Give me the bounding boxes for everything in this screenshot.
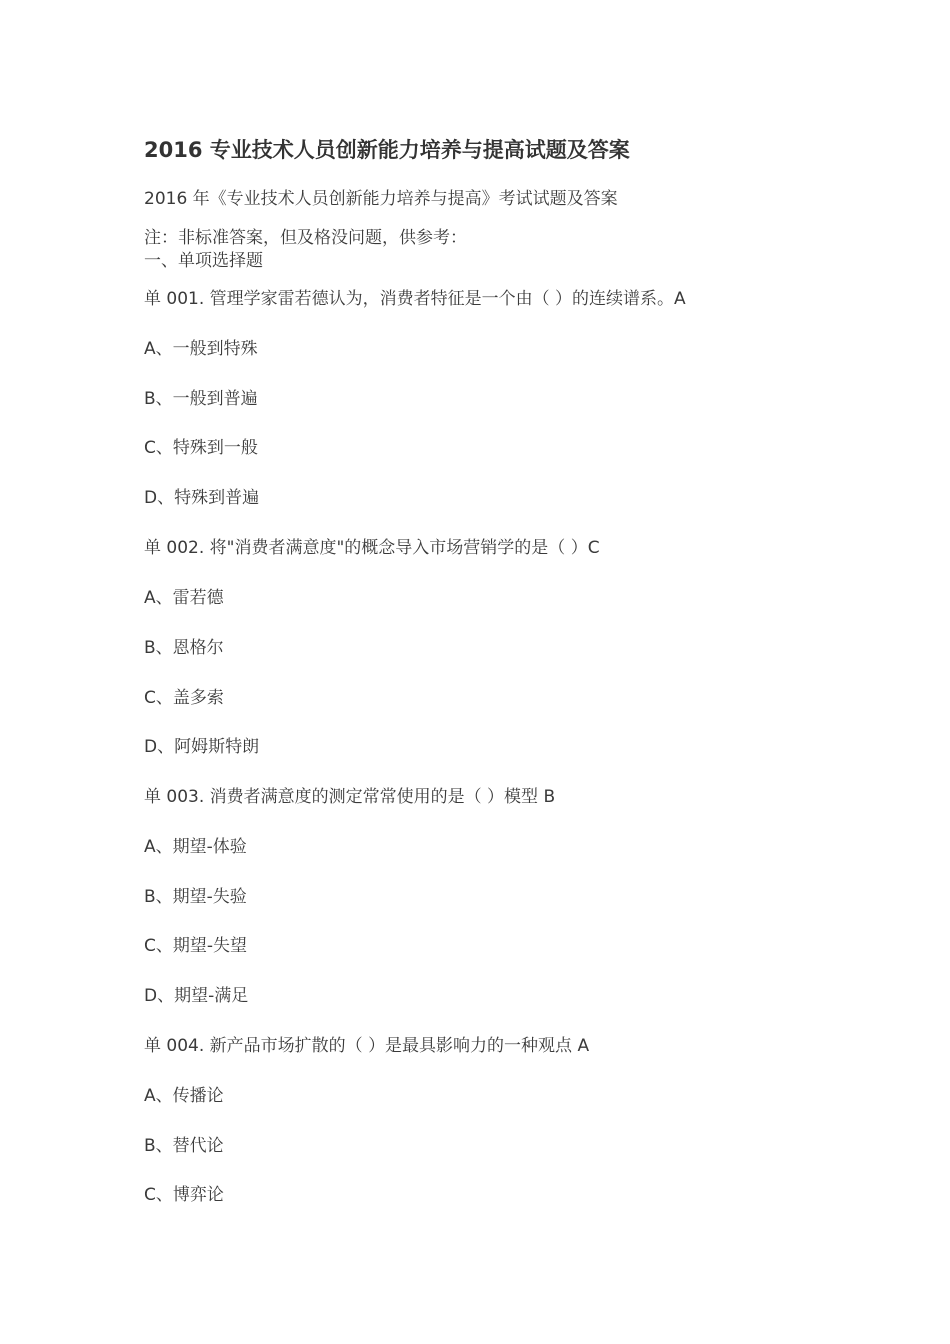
- question-option: C、盖多索: [144, 688, 224, 708]
- question-option: B、替代论: [144, 1136, 224, 1156]
- question-stem: 单 001. 管理学家雷若德认为，消费者特征是一个由（ ）的连续谱系。A: [144, 289, 686, 309]
- question-option: B、期望-失验: [144, 887, 247, 907]
- question-stem: 单 004. 新产品市场扩散的（ ）是最具影响力的一种观点 A: [144, 1036, 590, 1056]
- question-option: D、期望-满足: [144, 986, 249, 1006]
- note-text: 注：非标准答案，但及格没问题，供参考：: [144, 228, 467, 248]
- question-option: A、一般到特殊: [144, 339, 258, 359]
- question-stem: 单 002. 将"消费者满意度"的概念导入市场营销学的是（ ）C: [144, 538, 600, 558]
- question-option: B、一般到普遍: [144, 389, 258, 409]
- question-option: D、阿姆斯特朗: [144, 737, 260, 757]
- section-heading: 一、单项选择题: [144, 251, 263, 271]
- question-option: A、期望-体验: [144, 837, 247, 857]
- question-option: C、期望-失望: [144, 936, 248, 956]
- question-option: B、恩格尔: [144, 638, 224, 658]
- document-title: 2016 专业技术人员创新能力培养与提高试题及答案: [144, 138, 630, 162]
- question-option: A、雷若德: [144, 588, 224, 608]
- question-option: A、传播论: [144, 1086, 224, 1106]
- question-option: D、特殊到普遍: [144, 488, 260, 508]
- question-stem: 单 003. 消费者满意度的测定常常使用的是（ ）模型 B: [144, 787, 556, 807]
- document-subtitle: 2016 年《专业技术人员创新能力培养与提高》考试试题及答案: [144, 189, 618, 209]
- question-option: C、特殊到一般: [144, 438, 258, 458]
- question-option: C、博弈论: [144, 1185, 224, 1205]
